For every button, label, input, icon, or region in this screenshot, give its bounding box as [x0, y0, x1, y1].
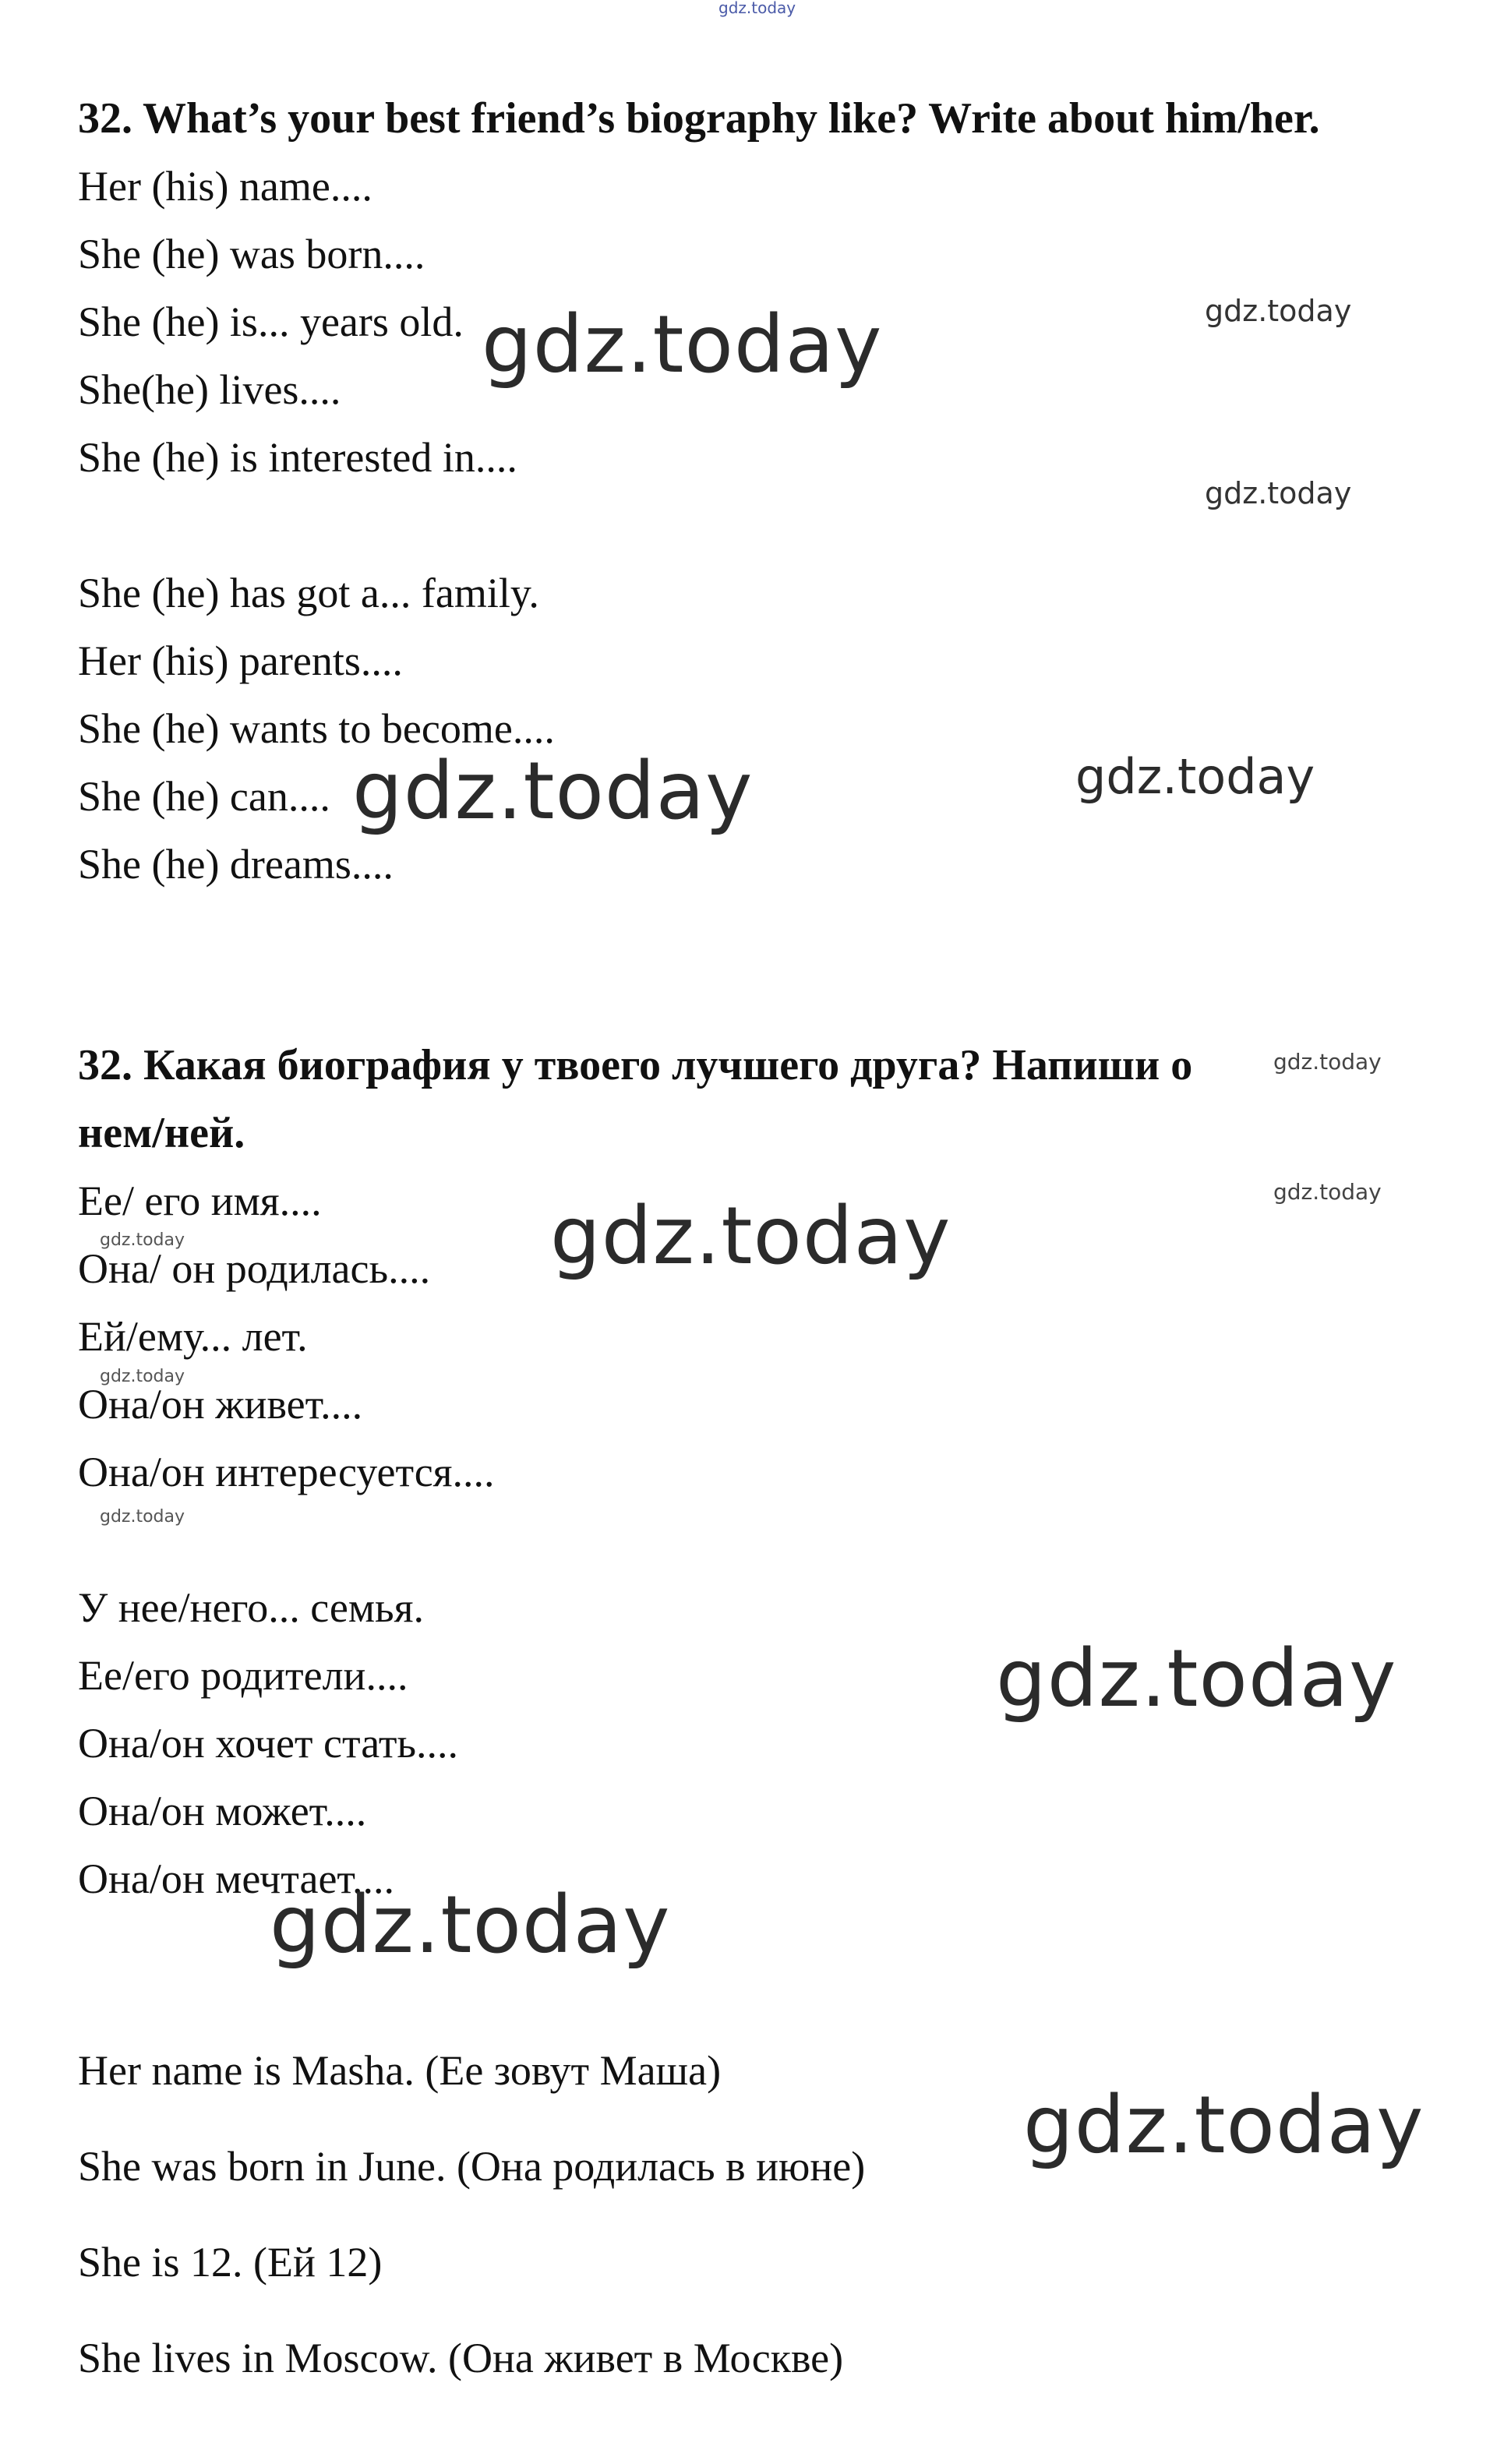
english-line-lives: She(he) lives....	[78, 366, 341, 413]
watermark-large-2: gdz.today	[352, 745, 754, 838]
russian-line-can: Она/он может....	[78, 1788, 367, 1834]
watermark-top: gdz.today	[718, 0, 796, 17]
russian-line-born: Она/ он родилась....	[78, 1245, 431, 1292]
watermark-large-6: gdz.today	[1023, 2079, 1425, 2172]
answer-line-lives: She lives in Moscow. (Она живет в Москве)	[78, 2335, 844, 2381]
english-line-born: She (he) was born....	[78, 231, 425, 277]
watermark-large-5: gdz.today	[270, 1879, 671, 1972]
watermark-tiny-1: gdz.today	[100, 1230, 185, 1250]
watermark-tiny-2: gdz.today	[100, 1367, 185, 1386]
russian-task-heading-cont: нем/ней.	[78, 1109, 245, 1157]
russian-line-dreams: Она/он мечтает....	[78, 1855, 394, 1902]
answer-line-age: She is 12. (Ей 12)	[78, 2239, 383, 2286]
english-line-name: Her (his) name....	[78, 163, 372, 210]
watermark-large-1: gdz.today	[482, 298, 883, 391]
english-line-become: She (he) wants to become....	[78, 705, 555, 752]
english-line-interests: She (he) is interested in....	[78, 434, 517, 481]
watermark-small-1: gdz.today	[1205, 294, 1352, 328]
english-line-age: She (he) is... years old.	[78, 298, 464, 345]
watermark-large-3: gdz.today	[550, 1190, 951, 1283]
english-line-parents: Her (his) parents....	[78, 637, 403, 684]
russian-line-age: Ей/ему... лет.	[78, 1313, 308, 1360]
russian-line-name: Ее/ его имя....	[78, 1177, 322, 1224]
watermark-small-2: gdz.today	[1205, 476, 1352, 510]
watermark-large-4: gdz.today	[996, 1633, 1397, 1725]
english-line-dreams: She (he) dreams....	[78, 841, 394, 888]
watermark-small-4: gdz.today	[1273, 1179, 1382, 1205]
russian-line-interests: Она/он интересуется....	[78, 1449, 495, 1495]
answer-line-name: Her name is Masha. (Ее зовут Маша)	[78, 2047, 722, 2094]
english-line-family: She (he) has got a... family.	[78, 570, 539, 616]
russian-task-heading: 32. Какая биография у твоего лучшего друга? Напиши о	[78, 1041, 1193, 1089]
russian-line-lives: Она/он живет....	[78, 1381, 363, 1428]
answer-line-born: She was born in June. (Она родилась в июне)	[78, 2143, 866, 2190]
watermark-tiny-3: gdz.today	[100, 1507, 185, 1527]
watermark-medium-1: gdz.today	[1075, 748, 1315, 805]
english-line-can: She (he) can....	[78, 773, 330, 820]
russian-line-become: Она/он хочет стать....	[78, 1720, 459, 1767]
russian-line-parents: Ее/его родители....	[78, 1652, 408, 1699]
english-task-heading: 32. What’s your best friend’s biography like? Write about him/her.	[78, 94, 1320, 143]
watermark-small-3: gdz.today	[1273, 1049, 1382, 1075]
russian-line-family: У нее/него... семья.	[78, 1584, 424, 1631]
